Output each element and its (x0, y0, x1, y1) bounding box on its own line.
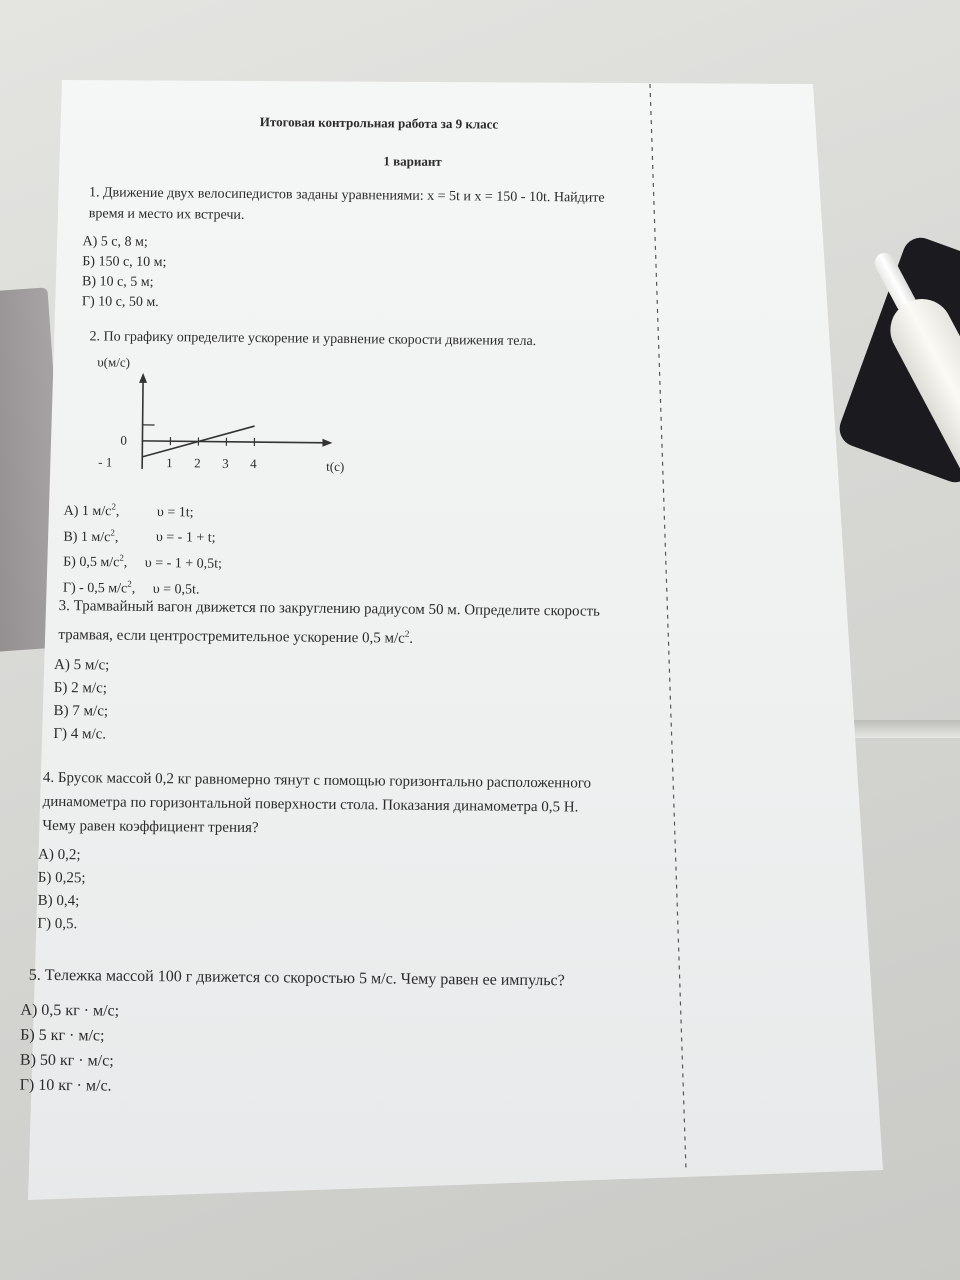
option-b: Б) 150 с, 10 м; (82, 254, 167, 271)
question-3-line-2-end: . (409, 630, 414, 647)
question-3-line-2 (58, 618, 600, 653)
option-b-formula: υ = - 1 + 0,5t; (144, 555, 223, 572)
question-4-options (37, 844, 86, 936)
option-a-tail: , (115, 504, 120, 520)
option-v: В) 50 кг · м/с; (19, 1051, 114, 1070)
question-4-line-2: динамометра по горизонтальной поверхности стола. Показания динамометра 0,5 Н. (42, 793, 579, 816)
option-v-tail: , (114, 529, 119, 545)
option-b-tail: , (123, 555, 128, 571)
option-g: Г) 10 кг · м/с. (19, 1076, 112, 1095)
option-a: А) 0,5 кг · м/с; (20, 1001, 120, 1020)
option-a-formula: υ = 1t; (156, 504, 194, 521)
option-v-accel: В) 1 м/с (63, 529, 111, 545)
option-g: Г) 0,5. (37, 915, 78, 933)
question-3-line-1: 3. Трамвайный вагон движется по закруглению радиусом 50 м. Определите скорость (58, 598, 601, 620)
variant-label: 1 вариант (383, 153, 442, 170)
option-a-exp: 2 (111, 501, 117, 512)
option-a-accel: А) 1 м/с (63, 503, 112, 520)
question-3 (58, 594, 600, 653)
question-4 (42, 766, 591, 844)
option-v-exp: 2 (110, 527, 115, 538)
question-4-line-3: Чему равен коэффициент трения? (42, 817, 259, 837)
y-tick-label-1: 0 (120, 432, 128, 448)
option-b: Б) 0,25; (37, 869, 86, 887)
question-1-options (82, 232, 167, 313)
question-3-line-2-text: трамвая, если центростремительное ускорение 0,5 м/с (58, 627, 405, 647)
option-g-tail: , (131, 581, 136, 597)
option-a: А) 5 с, 8 м; (82, 234, 148, 250)
question-5-text: 5. Тележка массой 100 г движется со скоростью 5 м/с. Чему равен ее импульс? (28, 966, 565, 990)
option-v: В) 10 с, 5 м; (82, 274, 154, 290)
x-axis-arrow (322, 439, 332, 447)
question-3-exp: 2 (404, 628, 410, 639)
option-g-formula: υ = 0,5t. (152, 581, 200, 598)
y-tick-label-2: - 1 (98, 454, 113, 470)
question-1-line-2: время и место их встречи. (88, 206, 245, 223)
question-2-options (63, 496, 223, 600)
x-tick-label-2: 2 (194, 455, 201, 471)
option-b (63, 547, 222, 574)
option-b-exp: 2 (119, 552, 124, 564)
option-g-exp: 2 (127, 578, 132, 589)
option-a: А) 5 м/с; (53, 656, 110, 674)
option-v-formula: υ = - 1 + t; (155, 530, 216, 546)
option-b: Б) 2 м/с; (53, 679, 108, 697)
question-1 (89, 182, 605, 229)
x-axis-label: t(c) (326, 458, 345, 474)
option-v: В) 0,4; (37, 892, 80, 910)
page-title: Итоговая контрольная работа за 9 класс (259, 114, 499, 132)
option-a (64, 496, 223, 523)
question-1-line-1: 1. Движение двух велосипедистов заданы уравнениями: x = 5t и x = 150 - 10t. Найдите (88, 185, 605, 206)
option-b-accel: Б) 0,5 м/с (63, 555, 120, 571)
y-axis-arrow (139, 373, 147, 383)
option-g: Г) 4 м/с. (53, 725, 107, 743)
x-tick-label-4: 4 (250, 456, 257, 472)
question-5-options (20, 998, 120, 1099)
y-axis (142, 379, 143, 469)
option-v (63, 522, 222, 549)
option-a: А) 0,2; (38, 846, 81, 864)
x-tick-label-1: 1 (166, 455, 173, 471)
option-b: Б) 5 кг · м/с; (20, 1026, 105, 1045)
velocity-graph (86, 348, 357, 481)
x-tick-label-3: 3 (222, 455, 229, 471)
question-4-line-1: 4. Брусок массой 0,2 кг равномерно тянут с помощью горизонтально расположенного (42, 769, 592, 792)
question-3-options (53, 654, 109, 747)
option-g: Г) 10 с, 50 м. (81, 294, 159, 311)
y-axis-label: υ(м/с) (97, 354, 131, 370)
option-v: В) 7 м/с; (53, 702, 109, 720)
option-g-accel: Г) - 0,5 м/с (62, 580, 128, 597)
question-2-text: 2. По графику определите ускорение и уравнение скорости движения тела. (89, 329, 537, 349)
